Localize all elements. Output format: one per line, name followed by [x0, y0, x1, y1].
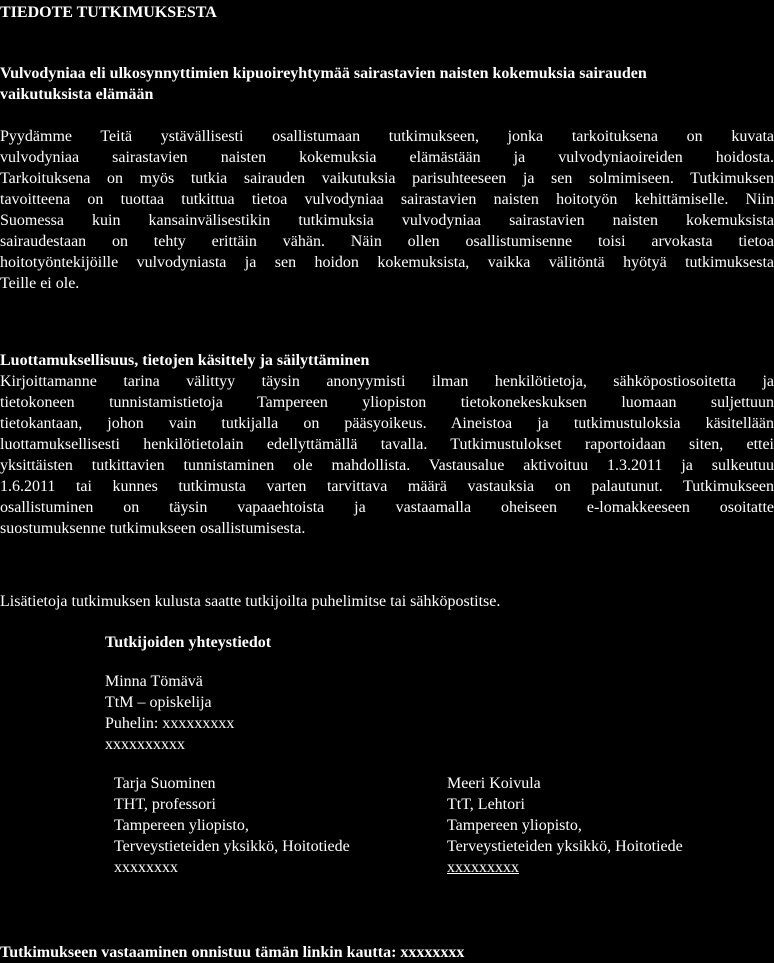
- contacts-heading: Tutkijoiden yhteystiedot: [105, 634, 272, 651]
- more-info-text: Lisätietoja tutkimuksen kulusta saatte tutkijoilta puhelimitse tai sähköpostitse.: [0, 593, 501, 610]
- contact-phone: Puhelin: xxxxxxxxx: [105, 715, 235, 732]
- contact-org: Tampereen yliopisto,: [447, 817, 582, 834]
- contact-name: Minna Tömävä: [105, 673, 203, 690]
- contact-name: Meeri Koivula: [447, 775, 541, 792]
- contact-title: THT, professori: [114, 796, 216, 813]
- intro-line-8: Teille ei ole.: [0, 275, 80, 292]
- contact-name: Tarja Suominen: [114, 775, 216, 792]
- intro-line-3: Tarkoituksena on myös tutkia sairauden vaikutuksia parisuhteeseen ja sen solmimiseen. Tutkimuksen: [0, 170, 774, 187]
- contact-koivula: [447, 773, 767, 878]
- intro-line-1: Pyydämme Teitä ystävällisesti osallistumaan tutkimukseen, jonka tarkoituksena on kuvata: [0, 128, 774, 145]
- confidentiality-heading: Luottamuksellisuus, tietojen käsittely ja säilyttäminen: [0, 352, 370, 369]
- confidentiality-line-2: tietokoneen tunnistamistietoja Tampereen yliopiston tietokonekeskuksen luomaan suljettuun: [0, 394, 774, 411]
- confidentiality-line-5: yksittäisten tutkittavien tunnistaminen ole mahdollista. Vastausalue aktivoituu 1.3.2011 ja sulkeutuu: [0, 457, 774, 474]
- contact-suominen: [114, 773, 434, 878]
- study-heading-line-1: Vulvodyniaa eli ulkosynnyttimien kipuoireyhtymää sairastavien naisten kokemuksia sairauden: [0, 65, 647, 82]
- intro-line-6: sairaudestaan on tehty erittäin vähän. Näin ollen osallistumisenne toisi arvokasta tietoa: [0, 233, 774, 250]
- confidentiality-paragraph: [0, 371, 774, 539]
- contact-title: TtM – opiskelija: [105, 694, 212, 711]
- confidentiality-line-8: suostumuksenne tutkimukseen osallistumisesta.: [0, 520, 306, 537]
- contact-email: xxxxxxxxxx: [105, 736, 185, 753]
- confidentiality-line-6: 1.6.2011 tai kunnes tutkimusta varten tarvittava määrä vastauksia on palautunut. Tutkimukseen: [0, 478, 774, 495]
- intro-line-5: Suomessa kuin kansainvälisestikin tutkimuksia vulvodyniaa sairastavien naisten kokemuksista: [0, 212, 774, 229]
- document-title: TIEDOTE TUTKIMUKSESTA: [0, 4, 217, 21]
- contact-tomava: [105, 671, 405, 755]
- contact-org: Tampereen yliopisto,: [114, 817, 249, 834]
- study-heading: [0, 63, 774, 105]
- contact-email: xxxxxxxx: [114, 859, 178, 876]
- contact-email-link[interactable]: xxxxxxxxx: [447, 859, 519, 876]
- contact-title: TtT, Lehtori: [447, 796, 525, 813]
- intro-paragraph: [0, 126, 774, 294]
- confidentiality-line-1: Kirjoittamanne tarina välittyy täysin anonyymisti ilman henkilötietoja, sähköpostiosoitetta ja: [0, 373, 774, 390]
- study-heading-line-2: vaikutuksista elämään: [0, 86, 154, 103]
- contact-unit: Terveystieteiden yksikkö, Hoitotiede: [447, 838, 683, 855]
- confidentiality-line-7: osallistuminen on täysin vapaaehtoista ja vastaamalla oheiseen e-lomakkeeseen osoitatte: [0, 499, 774, 516]
- intro-line-7: hoitotyöntekijöille vulvodyniasta ja sen hoidon kokemuksista, vaikka välitöntä hyötyä tutkimuksesta: [0, 254, 774, 271]
- contact-unit: Terveystieteiden yksikkö, Hoitotiede: [114, 838, 350, 855]
- survey-link-text: Tutkimukseen vastaaminen onnistuu tämän linkin kautta: xxxxxxxx: [0, 944, 465, 961]
- intro-line-2: vulvodyniaa sairastavien naisten kokemuksia elämästään ja vulvodyniaoireiden hoidosta.: [0, 149, 774, 166]
- confidentiality-line-3: tietokantaan, johon vain tutkijalla on pääsyoikeus. Aineistoa ja tutkimustuloksia käsitellään: [0, 415, 774, 432]
- intro-line-4: tavoitteena on tuottaa tutkittua tietoa vulvodyniaa sairastavien naisten hoitotyön kehittämiselle. Niin: [0, 191, 774, 208]
- confidentiality-line-4: luottamuksellisesti henkilötietolain edellyttämällä tavalla. Tutkimustulokset raportoidaan siten, ettei: [0, 436, 774, 453]
